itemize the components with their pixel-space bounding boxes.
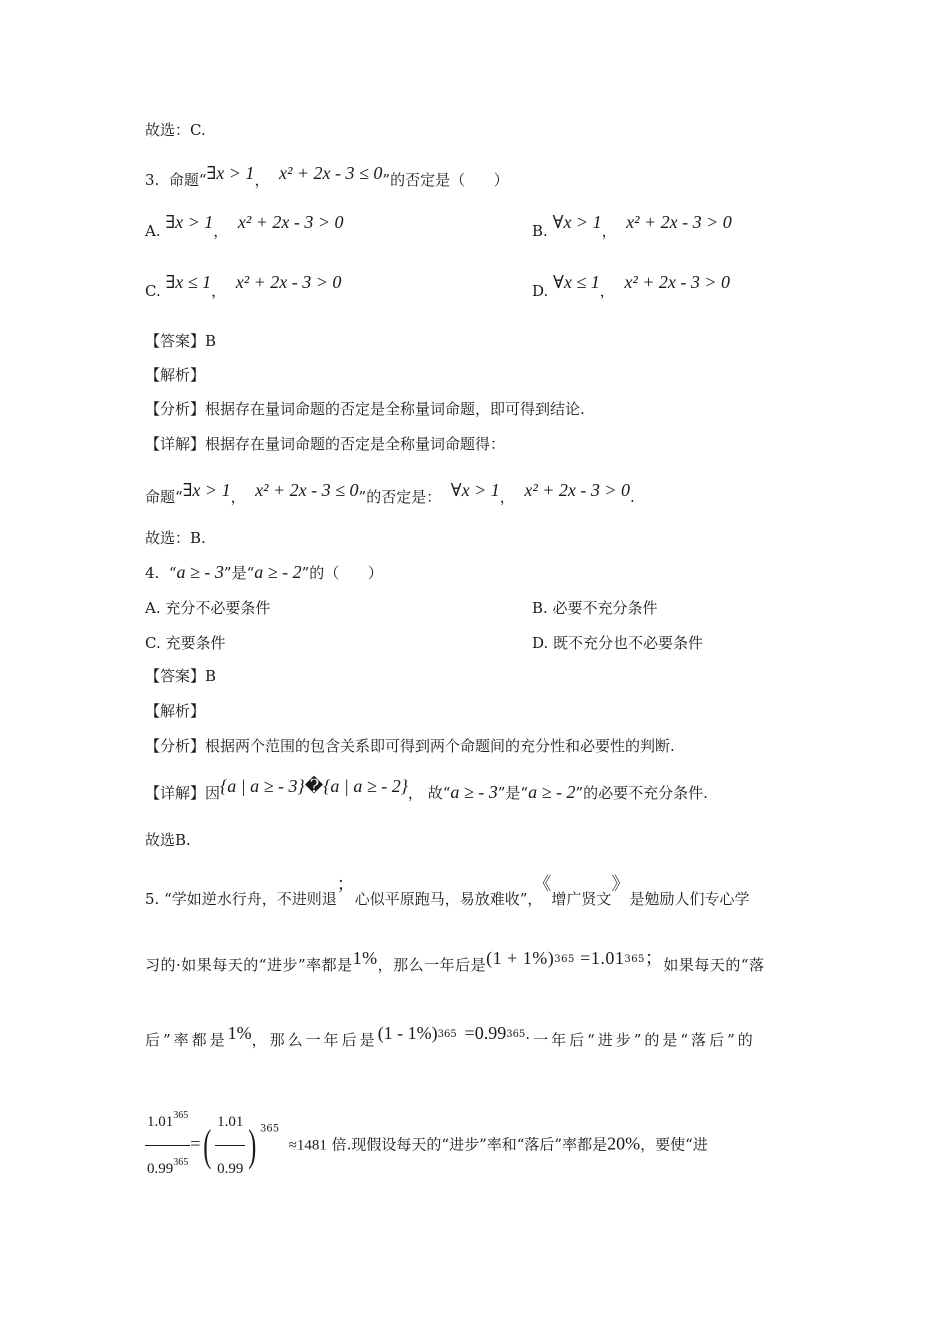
question-3-stem: 3. 命题“∃x > 1， x² + 2x - 3 ≤ 0”的否定是（ ）: [145, 163, 509, 189]
q4-answer: 【答案】B: [145, 667, 217, 685]
q3-option-c[interactable]: C. ∃x ≤ 1， x² + 2x - 3 > 0: [145, 272, 342, 300]
q5-line-2: 习的·如果每天的“进步”率都是1%，那么一年后是$(1 + 1\%)^{365} =1.01^{365}$；如果每天的“落: [145, 948, 765, 974]
q3-answer: 【答案】B: [145, 332, 217, 350]
question-4-stem: 4. “a ≥ - 3”是“a ≥ - 2”的（ ）: [145, 562, 383, 582]
q3-detail-statement: 命题“∃x > 1， x² + 2x - 3 ≤ 0”的否定是： ∀x > 1， x² + 2x - 3 > 0.: [145, 480, 635, 506]
q4-option-b[interactable]: B. 必要不充分条件: [532, 599, 658, 617]
q4-analysis-heading: 【解析】: [145, 702, 206, 720]
q4-analysis: 【分析】根据两个范围的包含关系即可得到两个命题间的充分性和必要性的判断.: [145, 737, 675, 755]
ratio-fraction: $\frac{1.01^{365}}{0.99^{365}}$: [145, 1100, 190, 1191]
q5-line-1: 5. “学如逆水行舟，不进则退；心似平原跑马，易放难收”，《增广贤文》是勉励人们专心学: [145, 874, 750, 908]
q3-option-a[interactable]: A. ∃x > 1， x² + 2x - 3 > 0: [145, 212, 344, 240]
q5-line-4: $\frac{1.01^{365}}{0.99^{365}}$ =( $\frac{1.01}{0.99}$ ) $^{365}$ ≈1481 倍.现假设每天的“进步”率和“落后”率都是20%，要使“进: [145, 1100, 708, 1144]
q4-option-c[interactable]: C. 充要条件: [145, 634, 226, 652]
q4-detail: 【详解】因{a | a ≥ - 3}�{a | a ≥ - 2}， 故“a ≥ - 3”是“a ≥ - 2”的必要不充分条件.: [145, 776, 708, 802]
q3-option-d[interactable]: D. ∀x ≤ 1， x² + 2x - 3 > 0: [532, 272, 731, 300]
choice-conclusion-q2: 故选：C.: [145, 121, 206, 139]
q3-option-b[interactable]: B. ∀x > 1， x² + 2x - 3 > 0: [532, 212, 732, 240]
q5-line-3: 后”率都是1%，那么一年后是$(1 - 1\%)^{365} =0.99^{365}$.一年后“进步”的是“落后”的: [145, 1023, 756, 1049]
q4-option-a[interactable]: A. 充分不必要条件: [145, 599, 271, 617]
q3-analysis: 【分析】根据存在量词命题的否定是全称量词命题，即可得到结论.: [145, 400, 585, 418]
q4-conclusion: 故选B.: [145, 831, 191, 849]
inner-fraction: $\frac{1.01}{0.99}$: [215, 1100, 245, 1191]
q3-conclusion: 故选：B.: [145, 529, 206, 547]
q3-detail-intro: 【详解】根据存在量词命题的否定是全称量词命题得：: [145, 435, 506, 453]
q3-analysis-heading: 【解析】: [145, 366, 206, 384]
q4-option-d[interactable]: D. 既不充分也不必要条件: [532, 634, 704, 652]
